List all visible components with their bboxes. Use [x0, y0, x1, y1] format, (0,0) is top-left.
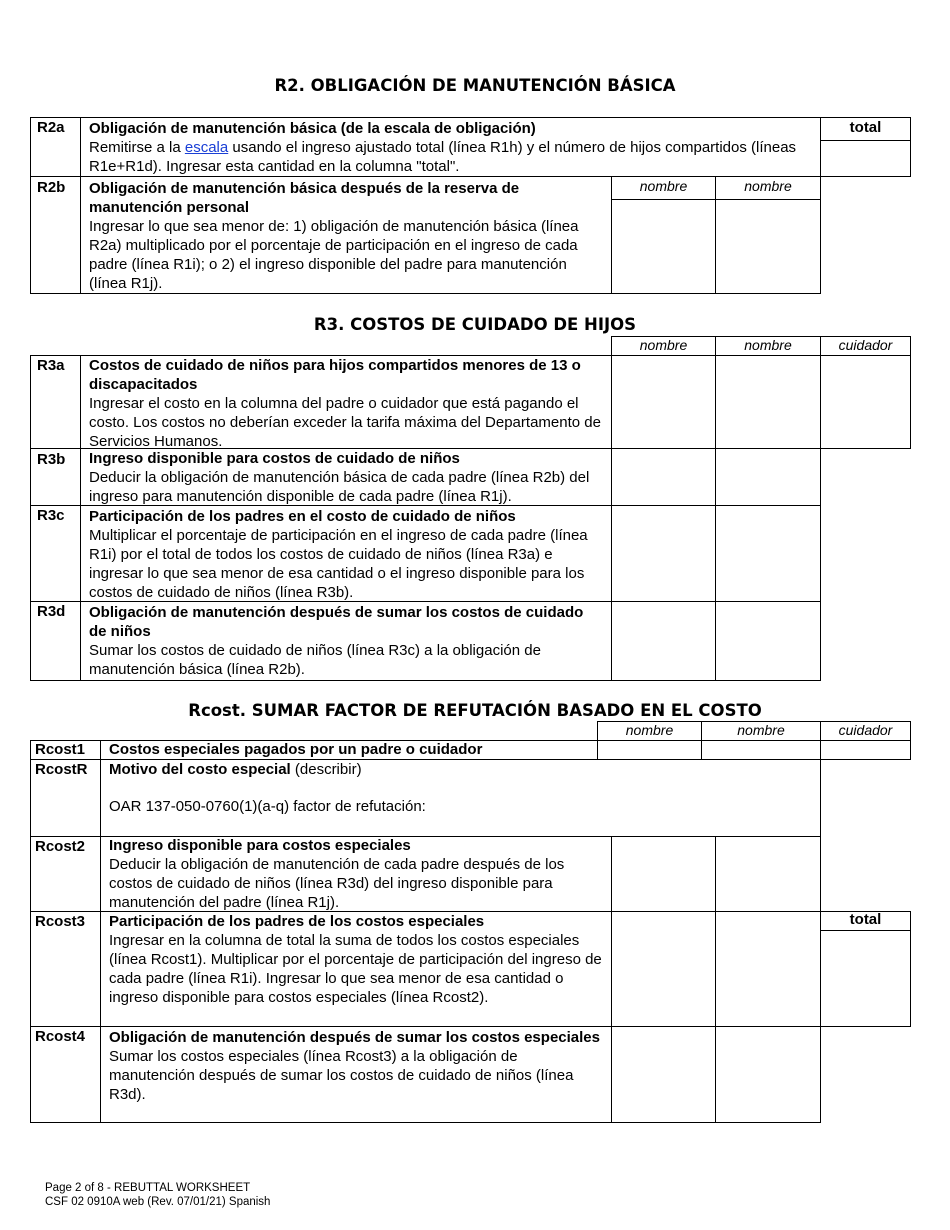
column-header-nombre: nombre [639, 178, 688, 194]
footer-page-info: Page 2 of 8 - REBUTTAL WORKSHEET [45, 1182, 251, 1194]
r3b-title: Ingreso disponible para costos de cuidado de niños [89, 450, 460, 467]
rcost3-total-field[interactable] [820, 930, 911, 1027]
column-header-cuidador: cuidador [838, 722, 893, 738]
rcost1-nombre1-field[interactable] [597, 740, 702, 760]
column-header-nombre: nombre [737, 722, 785, 738]
rcost2-nombre2-field[interactable] [715, 836, 821, 912]
row-code-rcost2: Rcost2 [35, 838, 86, 855]
column-header-nombre: nombre [625, 722, 674, 738]
r2b-description [89, 179, 604, 293]
column-header-nombre: nombre [639, 337, 688, 353]
rcost4-nombre2-field[interactable] [715, 1026, 821, 1123]
r2b-nombre2-field[interactable] [715, 199, 821, 294]
r3d-nombre2-field[interactable] [715, 601, 821, 681]
r3a-nombre1-field[interactable] [611, 355, 716, 449]
section-title-r2: R2. OBLIGACIÓN DE MANUTENCIÓN BÁSICA [274, 76, 676, 95]
section-title-rcost: Rcost. SUMAR FACTOR DE REFUTACIÓN BASADO EN EL COSTO [188, 701, 762, 720]
rcost4-description [109, 1028, 604, 1104]
section-title-r3: R3. COSTOS DE CUIDADO DE HIJOS [313, 315, 637, 334]
rcost1-cuidador-field[interactable] [820, 740, 911, 760]
rcost3-description [109, 912, 604, 1007]
rcost2-nombre1-field[interactable] [611, 836, 716, 912]
r3a-title: Costos de cuidado de niños para hijos compartidos menores de 13 o discapacitados [89, 357, 581, 393]
rcost2-text: Deducir la obligación de manutención de cada padre después de los costos de cuidado de niños (línea R3d) del ingreso disponible para manutención del padre (línea R1j). [109, 856, 565, 911]
total-header: total [849, 911, 882, 928]
r3d-nombre1-field[interactable] [611, 601, 716, 681]
row-code-rcostr: RcostR [35, 761, 88, 778]
rcost3-text: Ingresar en la columna de total la suma de todos los costos especiales (línea Rcost1). Multiplicar por el porcentaje de participación del ingreso de cada padre (línea R1i). Ingresar lo que sea menor de esa cantidad o ingreso disponible para costos especiales (línea Rcost2). [109, 932, 602, 1006]
rcost3-nombre2-field[interactable] [715, 911, 821, 1027]
row-code-r3a: R3a [37, 357, 65, 374]
r3d-text: Sumar los costos de cuidado de niños (línea R3c) a la obligación de manutención básica (línea R2b). [89, 642, 541, 678]
row-code-rcost3: Rcost3 [35, 913, 86, 930]
r3b-text: Deducir la obligación de manutención básica de cada padre (línea R2b) del ingreso para manutención disponible de cada padre (línea R1j). [89, 469, 590, 505]
r3a-text: Ingresar el costo en la columna del padre o cuidador que está pagando el costo. Los costos no deberían exceder la tarifa máxima del Departamento de Servicios Humanos. [89, 395, 601, 450]
row-code-rcost4: Rcost4 [35, 1028, 86, 1045]
r2b-nombre1-field[interactable] [611, 199, 716, 294]
r3b-nombre2-field[interactable] [715, 448, 821, 506]
r3d-title: Obligación de manutención después de sumar los costos de cuidado de niños [89, 604, 584, 640]
r3c-nombre1-field[interactable] [611, 505, 716, 602]
r3c-description [89, 507, 604, 602]
r2a-description: Remitirse a la escala usando el ingreso ajustado total (línea R1h) y el número de hijos compartidos (líneas R1e+R1d). Ingresar esta cantidad en la columna "total". [89, 139, 797, 175]
r3b-nombre1-field[interactable] [611, 448, 716, 506]
r2b-title: Obligación de manutención básica después de la reserva de manutención personal [89, 180, 520, 216]
r3c-title: Participación de los padres en el costo de cuidado de niños [89, 508, 516, 525]
row-code-r3c: R3c [37, 507, 65, 524]
row-code-rcost1: Rcost1 [35, 741, 86, 758]
total-header: total [849, 119, 882, 136]
r3d-description [89, 603, 604, 679]
r2a-title: Obligación de manutención básica (de la escala de obligación) [89, 120, 536, 137]
r2b-text: Ingresar lo que sea menor de: 1) obligación de manutención básica (línea R2a) multiplicado por el porcentaje de participación en el ingreso de cada padre (línea R1i); o 2) el ingreso disponible del padre para manutención (línea R1j). [89, 218, 579, 292]
rcost3-title: Participación de los padres de los costos especiales [109, 913, 485, 930]
r2a-total-field[interactable] [820, 140, 911, 177]
rcost4-nombre1-field[interactable] [611, 1026, 716, 1123]
row-code-r3b: R3b [37, 451, 66, 468]
r3a-description [89, 356, 604, 451]
footer-form-id: CSF 02 0910A web (Rev. 07/01/21) Spanish [45, 1196, 271, 1208]
rcostr-title: Motivo del costo especial (describir) [109, 761, 362, 778]
column-header-nombre: nombre [744, 178, 792, 194]
r3c-text: Multiplicar el porcentaje de participación en el ingreso de cada padre (línea R1i) por el total de todos los costos de cuidado de niños (línea R3a) e ingresar lo que sea menor de esa cantidad o el ingreso disponible para los costos de cuidado de niños (línea R3b). [89, 527, 588, 601]
rcost2-title: Ingreso disponible para costos especiales [109, 837, 411, 854]
row-code-r2b: R2b [37, 179, 66, 196]
rcost3-nombre1-field[interactable] [611, 911, 716, 1027]
rcost4-title: Obligación de manutención después de sumar los costos especiales [109, 1029, 600, 1046]
column-header-nombre: nombre [744, 337, 792, 353]
escala-link[interactable]: escala [184, 139, 229, 156]
rcost1-title: Costos especiales pagados por un padre o cuidador [109, 741, 483, 758]
r3c-nombre2-field[interactable] [715, 505, 821, 602]
row-code-r2a: R2a [37, 119, 65, 136]
rcostr-text: OAR 137-050-0760(1)(a-q) factor de refutación: [109, 798, 426, 815]
rcost4-text: Sumar los costos especiales (línea Rcost3) a la obligación de manutención después de sumar los costos de cuidado de niños (línea R3d). [109, 1048, 574, 1103]
r3a-nombre2-field[interactable] [715, 355, 821, 449]
row-code-r3d: R3d [37, 603, 66, 620]
r3b-description [89, 449, 604, 506]
r3a-cuidador-field[interactable] [820, 355, 911, 449]
column-header-cuidador: cuidador [838, 337, 893, 353]
rcost2-description [109, 836, 604, 912]
rcost1-nombre2-field[interactable] [701, 740, 821, 760]
